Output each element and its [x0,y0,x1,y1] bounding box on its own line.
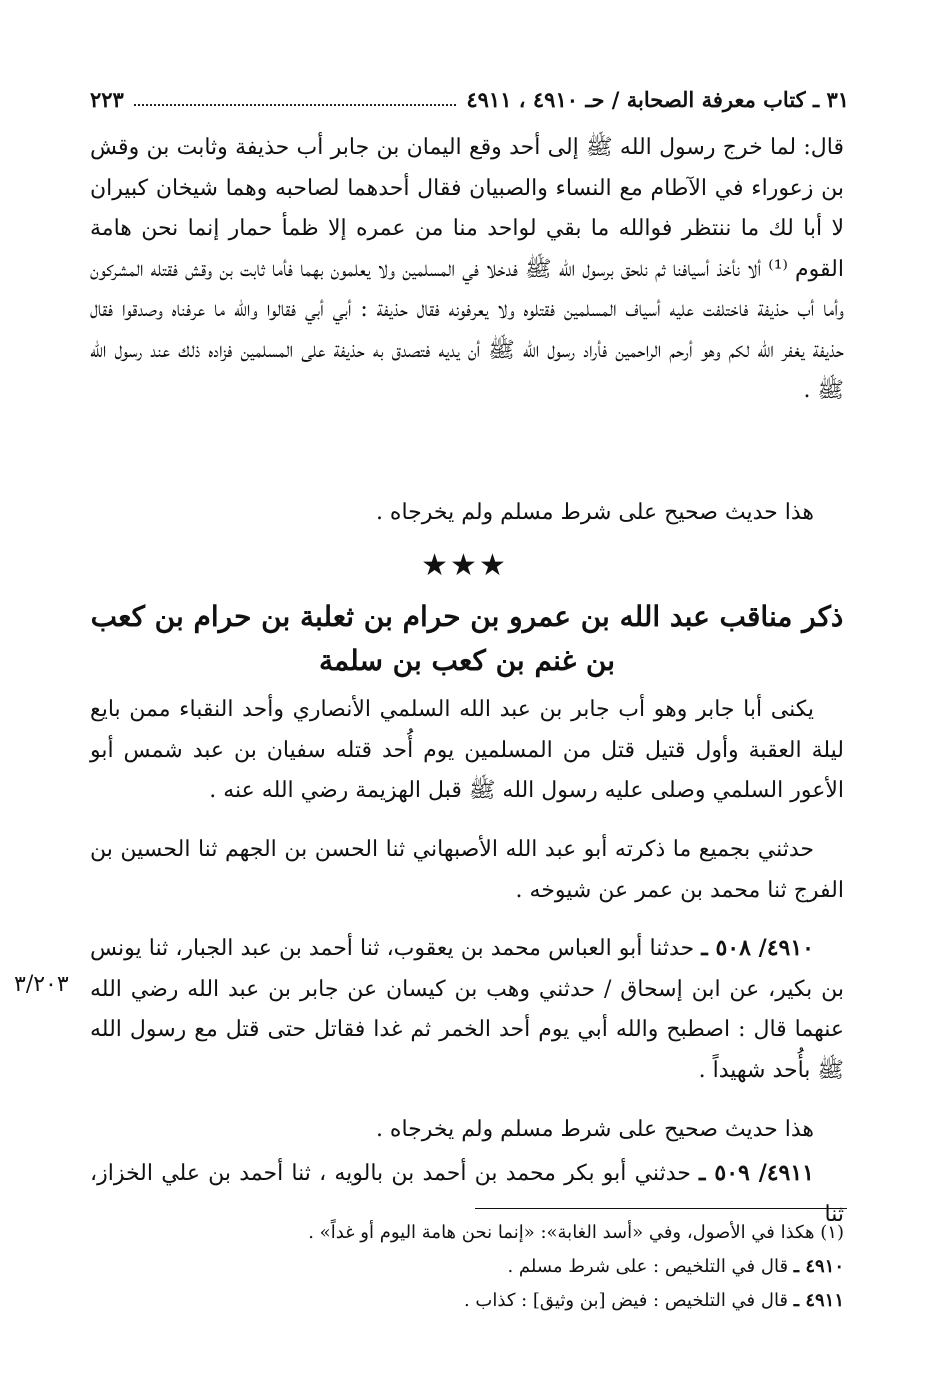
footnotes [90,1216,844,1318]
hadith-4911-text: حدثني أبو بكر محمد بن أحمد بن بالويه ، ثنا أحمد بن علي الخزاز، ثنا [90,1161,844,1227]
footnote-label: ٤٩١٠ ـ [793,1256,844,1277]
running-title: ٣١ ـ كتاب معرفة الصحابة / حـ ٤٩١٠ ، ٤٩١١ [466,86,849,112]
page-number: ٢٢٣ [90,86,124,112]
footnote-label: ٤٩١١ ـ [793,1290,844,1311]
footnote-text: قال في التلخيص : على شرط مسلم . [507,1256,789,1277]
footnote-label: (١) [820,1222,844,1243]
verdict-text-2: هذا حديث صحيح على شرط مسلم ولم يخرجاه . [375,1117,814,1142]
verdict-first [90,493,844,534]
footnote-item [90,1216,844,1250]
narration-continued [90,128,844,412]
section-separator: ★★★ [421,548,508,583]
header-dot-leader [134,104,457,106]
chain-block [90,830,844,911]
hadith-4910-text: حدثنا أبو العباس محمد بن يعقوب، ثنا أحمد بن عبد الجبار، ثنا يونس بن بكير، عن ابن إسحاق / حدثني وهب بن كيسان عن جابر بن عبد الله رضي الله عنهما قال : اصطبح والله أبي يوم أحد الخمر ثم غدا فقاتل حتى قتل مع رسول الله ﷺ بأُحد شهيداً . [90,936,844,1083]
narration-paragraph: قال: لما خرج رسول الله ﷺ إلى أحد وقع اليمان بن جابر أب حذيفة وثابت بن وقش بن زعوراء في الآطام مع النساء والصبيان فقال أحدهما لصاحبه وهما شيخان كبيران لا أبا لك ما ننتظر فوالله ما بقي لواحد منا من عمره إلا ظمأ حمار إنما نحن هامة القوم ⁽¹⁾ ألا نأخذ أسيافنا ثم نلحق برسول الله ﷺ فدخلا في المسلمين ولا يعلمون بهما فأما ثابت بن وقش فقتله المشركون وأما أب حذيفة فاختلفت عليه أسياف المسلمين فقتلوه ولا يعرفونه فقال حذيفة : أبي أبي فقالوا والله ما عرفناه وصدقوا فقال حذيفة يغفر الله لكم وهو أرحم الراحمين فأراد رسول الله ﷺ أن يديه فتصدق به حذيفة على المسلمين فزاده ذلك عند رسول الله ﷺ . [90,135,845,403]
footnote-divider [475,1208,847,1209]
footnote-text: قال في التلخيص : فيض [بن وثيق] : كذاب . [463,1290,789,1311]
margin-volume-reference: ٣/٢٠٣ [14,972,69,997]
hadith-4910 [90,928,844,1091]
hadith-4911-number: ٤٩١١/ ٥٠٩ ـ [699,1160,814,1186]
hadith-4910-number: ٤٩١٠/ ٥٠٨ ـ [701,935,814,961]
verdict-second [90,1110,844,1151]
intro-paragraph: يكنى أبا جابر وهو أب جابر بن عبد الله السلمي الأنصاري وأحد النقباء ممن بايع ليلة العقبة وأول قتيل قتل من المسلمين يوم أُحد قتله سفيان بن عبد شمس أبو الأعور السلمي وصلى عليه رسول الله ﷺ قبل الهزيمة رضي الله عنه . [90,697,844,803]
verdict-text: هذا حديث صحيح على شرط مسلم ولم يخرجاه . [375,500,814,525]
footnote-item [90,1284,844,1318]
intro-block [90,690,844,812]
section-heading: ذكر مناقب عبد الله بن عمرو بن حرام بن ثعلبة بن حرام بن كعب بن غنم بن كعب بن سلمة [90,600,844,677]
footnote-item [90,1250,844,1284]
running-header [90,82,849,116]
chain-paragraph: حدثني بجميع ما ذكرته أبو عبد الله الأصبهاني ثنا الحسن بن الجهم ثنا الحسين بن الفرج ثنا محمد بن عمر عن شيوخه . [90,837,844,903]
footnote-text: هكذا في الأصول، وفي «أسد الغابة»: «إنما نحن هامة اليوم أو غداً» . [308,1222,815,1243]
